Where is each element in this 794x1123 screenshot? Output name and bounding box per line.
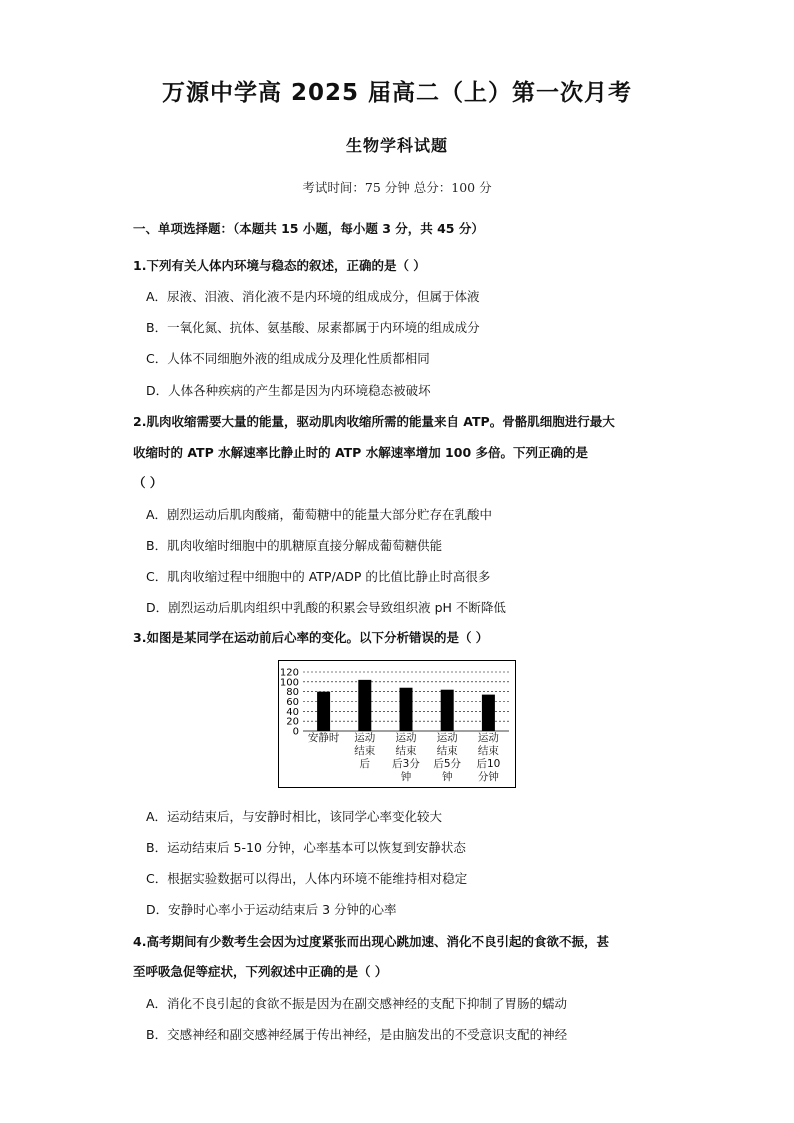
chart-ytick-label: 0	[292, 726, 299, 738]
chart-bar	[358, 680, 371, 731]
question-1-stem: 1.下列有关人体内环境与稳态的叙述，正确的是（ ）	[133, 258, 426, 273]
chart-x-category-line: 后10	[476, 758, 501, 770]
question-1-option-a: A．尿液、泪液、消化液不是内环境的组成成分，但属于体液	[146, 289, 480, 304]
question-2-option-d: D．剧烈运动后肌肉组织中乳酸的积累会导致组织液 pH 不断降低	[146, 600, 506, 615]
question-2-option-c: C．肌肉收缩过程中细胞中的 ATP/ADP 的比值比静止时高很多	[146, 569, 491, 584]
chart-x-category-line: 结束	[477, 745, 499, 757]
question-3-option-d: D．安静时心率小于运动结束后 3 分钟的心率	[146, 902, 397, 917]
chart-ytick-label: 100	[279, 677, 299, 689]
question-4-option-b: B．交感神经和副交感神经属于传出神经，是由脑发出的不受意识支配的神经	[146, 1027, 568, 1042]
chart-x-category-line: 安静时	[307, 732, 340, 744]
question-4-stem-line-1: 4.高考期间有少数考生会因为过度紧张而出现心跳加速、消化不良引起的食欲不振，甚	[133, 934, 609, 949]
question-3-option-b: B．运动结束后 5-10 分钟，心率基本可以恢复到安静状态	[146, 840, 466, 855]
chart-x-category-label	[304, 732, 344, 745]
chart-x-category-line: 运动	[395, 732, 417, 744]
question-1-option-d: D．人体各种疾病的产生都是因为内环境稳态被破坏	[146, 383, 431, 398]
exam-title: 万源中学高 2025 届高二（上）第一次月考	[161, 80, 633, 106]
chart-x-category-line: 后3分	[392, 758, 420, 770]
question-3-stem: 3.如图是某同学在运动前后心率的变化。以下分析错误的是（ ）	[133, 630, 489, 645]
chart-x-category-line: 分钟	[477, 771, 499, 783]
question-2-option-a: A．剧烈运动后肌肉酸痛，葡萄糖中的能量大部分贮存在乳酸中	[146, 507, 493, 522]
chart-x-category-line: 钟	[400, 771, 412, 783]
question-4-stem-line-2: 至呼吸急促等症状，下列叙述中正确的是（ ）	[133, 964, 388, 979]
chart-x-category-label	[351, 732, 379, 771]
question-2-stem-line-2: 收缩时的 ATP 水解速率比静止时的 ATP 水解速率增加 100 多倍。下列正确的是	[133, 445, 588, 460]
chart-x-category-line: 运动	[354, 732, 376, 744]
exam-meta: 考试时间：75 分钟 总分：100 分	[302, 180, 492, 195]
chart-x-category-label	[433, 732, 461, 784]
question-4-option-a: A．消化不良引起的食欲不振是因为在副交感神经的支配下抑制了胃肠的蠕动	[146, 996, 568, 1011]
chart-bar	[400, 688, 413, 731]
chart-x-category-line: 结束	[354, 745, 376, 757]
chart-x-category-label	[474, 732, 502, 784]
chart-x-category-line: 后	[359, 758, 371, 770]
chart-ytick-label: 20	[286, 716, 299, 728]
chart-ytick-label: 80	[286, 687, 299, 699]
question-2-stem-line-1: 2.肌肉收缩需要大量的能量，驱动肌肉收缩所需的能量来自 ATP。骨骼肌细胞进行最大	[133, 414, 615, 429]
question-3-option-a: A．运动结束后，与安静时相比，该同学心率变化较大	[146, 809, 443, 824]
chart-x-category-label	[392, 732, 420, 784]
question-1-option-c: C．人体不同细胞外液的组成成分及理化性质都相同	[146, 351, 430, 366]
chart-bar	[441, 690, 454, 731]
heart-rate-chart	[278, 660, 516, 788]
chart-x-category-line: 结束	[436, 745, 458, 757]
chart-ytick-label: 40	[286, 706, 299, 718]
section-heading: 一、单项选择题：（本题共 15 小题，每小题 3 分，共 45 分）	[133, 221, 484, 236]
chart-x-category-line: 运动	[436, 732, 458, 744]
chart-ytick-label: 120	[279, 667, 299, 679]
question-2-stem-line-3: （ ）	[133, 475, 163, 490]
question-2-option-b: B．肌肉收缩时细胞中的肌糖原直接分解成葡萄糖供能	[146, 538, 443, 553]
exam-subject: 生物学科试题	[345, 136, 448, 155]
chart-x-category-line: 钟	[441, 771, 453, 783]
question-1-option-b: B．一氧化氮、抗体、氨基酸、尿素都属于内环境的组成成分	[146, 320, 480, 335]
chart-x-category-line: 结束	[395, 745, 417, 757]
chart-bar	[317, 692, 330, 731]
question-3-option-c: C．根据实验数据可以得出，人体内环境不能维持相对稳定	[146, 871, 468, 886]
chart-bar	[482, 695, 495, 731]
chart-ytick-label: 60	[286, 697, 299, 708]
chart-x-category-line: 后5分	[433, 758, 462, 770]
chart-x-category-line: 运动	[477, 732, 499, 744]
